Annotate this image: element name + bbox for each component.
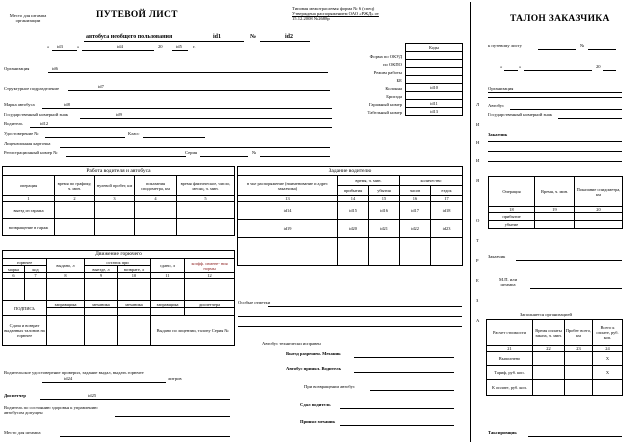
fuel-sub-code: код xyxy=(25,266,47,273)
division-label: Структурное подразделение xyxy=(4,86,60,91)
talon-customer-label: Заказчик xyxy=(488,132,508,137)
fuel-sub-back: возврате, л xyxy=(118,266,151,273)
task-col-arrive: прибытия xyxy=(338,186,369,196)
sign-col: диспетчера xyxy=(185,301,235,308)
side-letter: И xyxy=(476,158,480,163)
talon-title: ТАЛОН ЗАКАЗЧИКА xyxy=(510,14,610,24)
to-waybill-label: к путевому листу xyxy=(488,43,522,48)
field-id11[interactable]: id11 xyxy=(406,100,463,108)
field-id10[interactable]: id10 xyxy=(406,84,463,92)
field-id5[interactable]: id5 xyxy=(176,44,182,49)
task-table xyxy=(237,166,463,266)
calc-col: Время оплаты заказа, ч. мин. xyxy=(533,320,565,346)
task-num: 15 xyxy=(369,196,400,202)
field-id12[interactable]: id12 xyxy=(40,121,49,126)
calc-col: Расчет стоимости xyxy=(487,320,533,346)
ops-arrival: прибытие xyxy=(489,213,535,221)
fuel-col-fuel: горючее xyxy=(3,259,47,266)
fuel-num: 6 xyxy=(3,273,25,279)
calc-x: X xyxy=(593,352,623,366)
handed-driver-label: Сдал водитель xyxy=(300,402,331,407)
task-title: Задание водителю xyxy=(238,167,463,176)
sign-label: ПОДПИСЬ xyxy=(3,301,47,316)
health-label: Водитель по состоянию здоровья к управлению автобусом допущен xyxy=(4,405,98,415)
form-line-2: Утверждена распоряжением ОАО «РЖД» от xyxy=(292,11,379,16)
task-cell[interactable]: id22 xyxy=(400,220,431,238)
side-letter: Е xyxy=(476,278,479,283)
calc-tariff: Тариф, руб. коп. xyxy=(487,366,533,380)
side-letter: Я xyxy=(476,178,480,183)
ops-num: 18 xyxy=(489,207,535,213)
work-col-operation: операция xyxy=(3,176,55,196)
task-col-customer: в чье распоряжение (наименование и адрес заказчика) xyxy=(238,176,338,196)
task-num: 13 xyxy=(238,196,338,202)
removal-label: Сдача и возврат выданных талонов на горючее xyxy=(3,316,47,346)
task-cell[interactable]: id16 xyxy=(369,202,400,220)
task-num: 14 xyxy=(338,196,369,202)
calc-x: X xyxy=(593,366,623,380)
fuel-num: 9 xyxy=(85,273,118,279)
work-row-return: возвращение в гараж xyxy=(3,219,55,236)
fuel-num: 12 xyxy=(185,273,235,279)
talon-plate-label: Государственный номерной знак xyxy=(488,112,552,117)
task-col-time: время, ч. мин. xyxy=(338,176,400,186)
reg-no-label: Регистрационный номер № xyxy=(4,150,58,155)
task-cell[interactable]: id17 xyxy=(400,202,431,220)
talon-quote-close: » xyxy=(519,64,522,69)
date-quote-open: « xyxy=(47,44,50,49)
side-letter: Т xyxy=(476,238,479,243)
okud-label: Форма по ОКУД xyxy=(369,54,402,59)
calc-num: 21 xyxy=(487,346,533,352)
form-line-3: 15.12.2008 №2688р xyxy=(292,16,330,21)
work-table xyxy=(2,166,235,236)
ops-num: 19 xyxy=(535,207,575,213)
field-id2[interactable]: id2 xyxy=(285,34,294,40)
work-col-schedule: время по графику, ч. мин. xyxy=(55,176,95,196)
talon-num-sign: № xyxy=(580,43,585,48)
calc-num: 22 xyxy=(533,346,565,352)
bus-brand-label: Марка автобуса xyxy=(4,102,35,107)
task-cell[interactable]: id14 xyxy=(238,202,338,220)
task-cell[interactable]: id18 xyxy=(431,202,463,220)
sign-col: заправщика xyxy=(47,301,85,308)
series-label: Серия xyxy=(185,150,198,155)
year-prefix: 20 xyxy=(158,44,163,49)
task-cell[interactable]: id19 xyxy=(238,220,338,238)
task-col-depart: убытия xyxy=(369,186,400,196)
accepted-driver-label: Автобус принял. Водитель xyxy=(286,366,341,371)
brigade-label: Бригада xyxy=(386,94,402,99)
work-col-zero-run: нулевой пробег, км xyxy=(95,176,135,196)
side-letter: О xyxy=(476,218,480,223)
field-id3[interactable]: id3 xyxy=(57,44,63,49)
side-letter: А xyxy=(476,318,480,323)
side-letter: Н xyxy=(476,140,480,145)
issued-label: Выдано по лицензии, талону Серия № xyxy=(151,316,235,346)
stamp-label: Место для штампа организации xyxy=(9,13,47,23)
work-col-speedo: показания спидометра, км xyxy=(135,176,177,196)
talon-calc-table xyxy=(486,319,623,396)
calc-num: 24 xyxy=(593,346,623,352)
mode-label: Режим работы xyxy=(373,70,402,75)
class-label: Класс xyxy=(128,131,140,136)
fuel-col-handed: сдано, л xyxy=(151,259,185,273)
fuel-sub-out: выезде, л xyxy=(85,266,118,273)
ops-col: Время, ч. мин. xyxy=(535,177,575,207)
codes-table xyxy=(405,43,463,116)
field-id9[interactable]: id9 xyxy=(116,112,122,117)
field-id24[interactable]: id24 xyxy=(64,376,73,381)
fuel-num: 8 xyxy=(47,273,85,279)
calc-col: Всего к оплате, руб. коп. xyxy=(593,320,623,346)
fuel-col-issued: выдано, л xyxy=(47,259,85,273)
fuel-table xyxy=(2,250,235,346)
depart-ok-label: Выезд разрешен. Механик xyxy=(286,351,341,356)
column-label: Колонна xyxy=(385,86,402,91)
codes-header: Коды xyxy=(406,44,463,52)
ops-col: Операция xyxy=(489,177,535,207)
organization-label: Организация xyxy=(4,66,30,71)
year-suffix: г. xyxy=(193,44,196,49)
ops-departure: убытие xyxy=(489,221,535,229)
ops-col: Показание спидометра, км xyxy=(575,177,623,207)
field-id13[interactable]: id13 xyxy=(406,108,463,116)
check-label: Водительское удостоверение проверил, задание выдал, выдать горючее xyxy=(4,370,144,375)
org-fill-label: Заполняется организацией xyxy=(520,312,572,317)
license-label: Удостоверение № xyxy=(4,131,39,136)
special-notes-label: Особые отметки xyxy=(238,300,271,305)
field-id8[interactable]: id8 xyxy=(64,102,70,107)
task-num: 17 xyxy=(431,196,463,202)
lic-card-label: Лицензионная карточка xyxy=(4,141,51,146)
calc-col: Пробег всего, км xyxy=(565,320,593,346)
form-line-1: Типовая межотраслевая форма № 6 (спец) xyxy=(292,6,375,11)
page-title: ПУТЕВОЙ ЛИСТ xyxy=(96,10,178,20)
task-col-hours: часов xyxy=(400,186,431,196)
work-row-out: выезд из гаража xyxy=(3,202,55,219)
work-num: 1 xyxy=(3,196,55,202)
task-cell[interactable]: id20 xyxy=(338,220,369,238)
work-title: Работа водителя и автобуса xyxy=(3,167,235,176)
tab-no-label: Табельный номер xyxy=(367,110,402,115)
dispatcher-label: Диспетчер xyxy=(4,393,26,398)
field-id4[interactable]: id4 xyxy=(117,44,123,49)
sign-col: механика xyxy=(118,301,151,308)
return-condition-label: При возвращении автобус xyxy=(304,384,355,389)
ops-num: 20 xyxy=(575,207,623,213)
subtitle: автобуса необщего пользования xyxy=(86,34,173,40)
date-quote-close: » xyxy=(77,44,80,49)
garage-no-label: Гаражный номер xyxy=(368,102,402,107)
field-id7[interactable]: id7 xyxy=(98,84,104,89)
talon-bus-label: Автобус xyxy=(488,103,505,108)
liters-label: литров xyxy=(168,376,182,381)
work-num: 2 xyxy=(55,196,95,202)
reg-plate-label: Государственный номерной знак xyxy=(4,112,68,117)
talon-year: 20 xyxy=(596,64,601,69)
be-label: БЕ xyxy=(396,78,402,83)
work-num: 3 xyxy=(95,196,135,202)
driver-label: Водитель xyxy=(4,121,23,126)
calc-num: 23 xyxy=(565,346,593,352)
field-id6[interactable]: id6 xyxy=(52,66,58,71)
calc-done: Выполнено xyxy=(487,352,533,366)
number-sign: № xyxy=(250,34,257,40)
number2-label: № xyxy=(252,150,257,155)
task-cell[interactable]: id23 xyxy=(431,220,463,238)
task-col-qty: количество xyxy=(400,176,463,186)
fuel-num: 10 xyxy=(118,273,151,279)
sign-col: механика xyxy=(85,301,118,308)
fuel-col-remain: остаток при xyxy=(85,259,151,266)
talon-customer2-label: Заказчик xyxy=(488,254,506,259)
side-letter: Р xyxy=(476,258,479,263)
talon-org-label: Организация xyxy=(488,86,514,91)
field-id1[interactable]: id1 xyxy=(213,34,222,40)
sign-col: заправщика xyxy=(151,301,185,308)
task-col-trips: ездок xyxy=(431,186,463,196)
calc-pay: К оплате, руб. коп. xyxy=(487,380,533,396)
taxer-label: Таксировщик xyxy=(488,430,517,435)
talon-quote-open: « xyxy=(500,64,503,69)
fuel-sub-brand: марка xyxy=(3,266,25,273)
side-letter: Л xyxy=(476,102,480,107)
fuel-num: 7 xyxy=(25,273,47,279)
task-cell[interactable]: id15 xyxy=(338,202,369,220)
task-cell[interactable]: id21 xyxy=(369,220,400,238)
okpo-label: по ОКПО xyxy=(383,62,402,67)
side-letter: З xyxy=(476,298,479,303)
talon-ops-table xyxy=(488,176,623,229)
task-num: 16 xyxy=(400,196,431,202)
work-num: 5 xyxy=(177,196,235,202)
mp-label: М.П. или штампа xyxy=(498,277,518,287)
side-letter: И xyxy=(476,122,480,127)
fuel-col-coef: коэфф. измене- ния нормы xyxy=(185,259,235,273)
stamp-bottom-label: Место для штампа xyxy=(4,430,41,435)
bus-ok-label: Автобус технически исправен xyxy=(262,341,321,346)
work-col-actual: время фактическое, число, месяц, ч. мин. xyxy=(177,176,235,196)
field-id25[interactable]: id25 xyxy=(88,393,97,398)
fuel-title: Движение горючего xyxy=(3,251,235,259)
accepted-mech-label: Принял механик xyxy=(300,419,336,424)
work-num: 4 xyxy=(135,196,177,202)
fuel-num: 11 xyxy=(151,273,185,279)
